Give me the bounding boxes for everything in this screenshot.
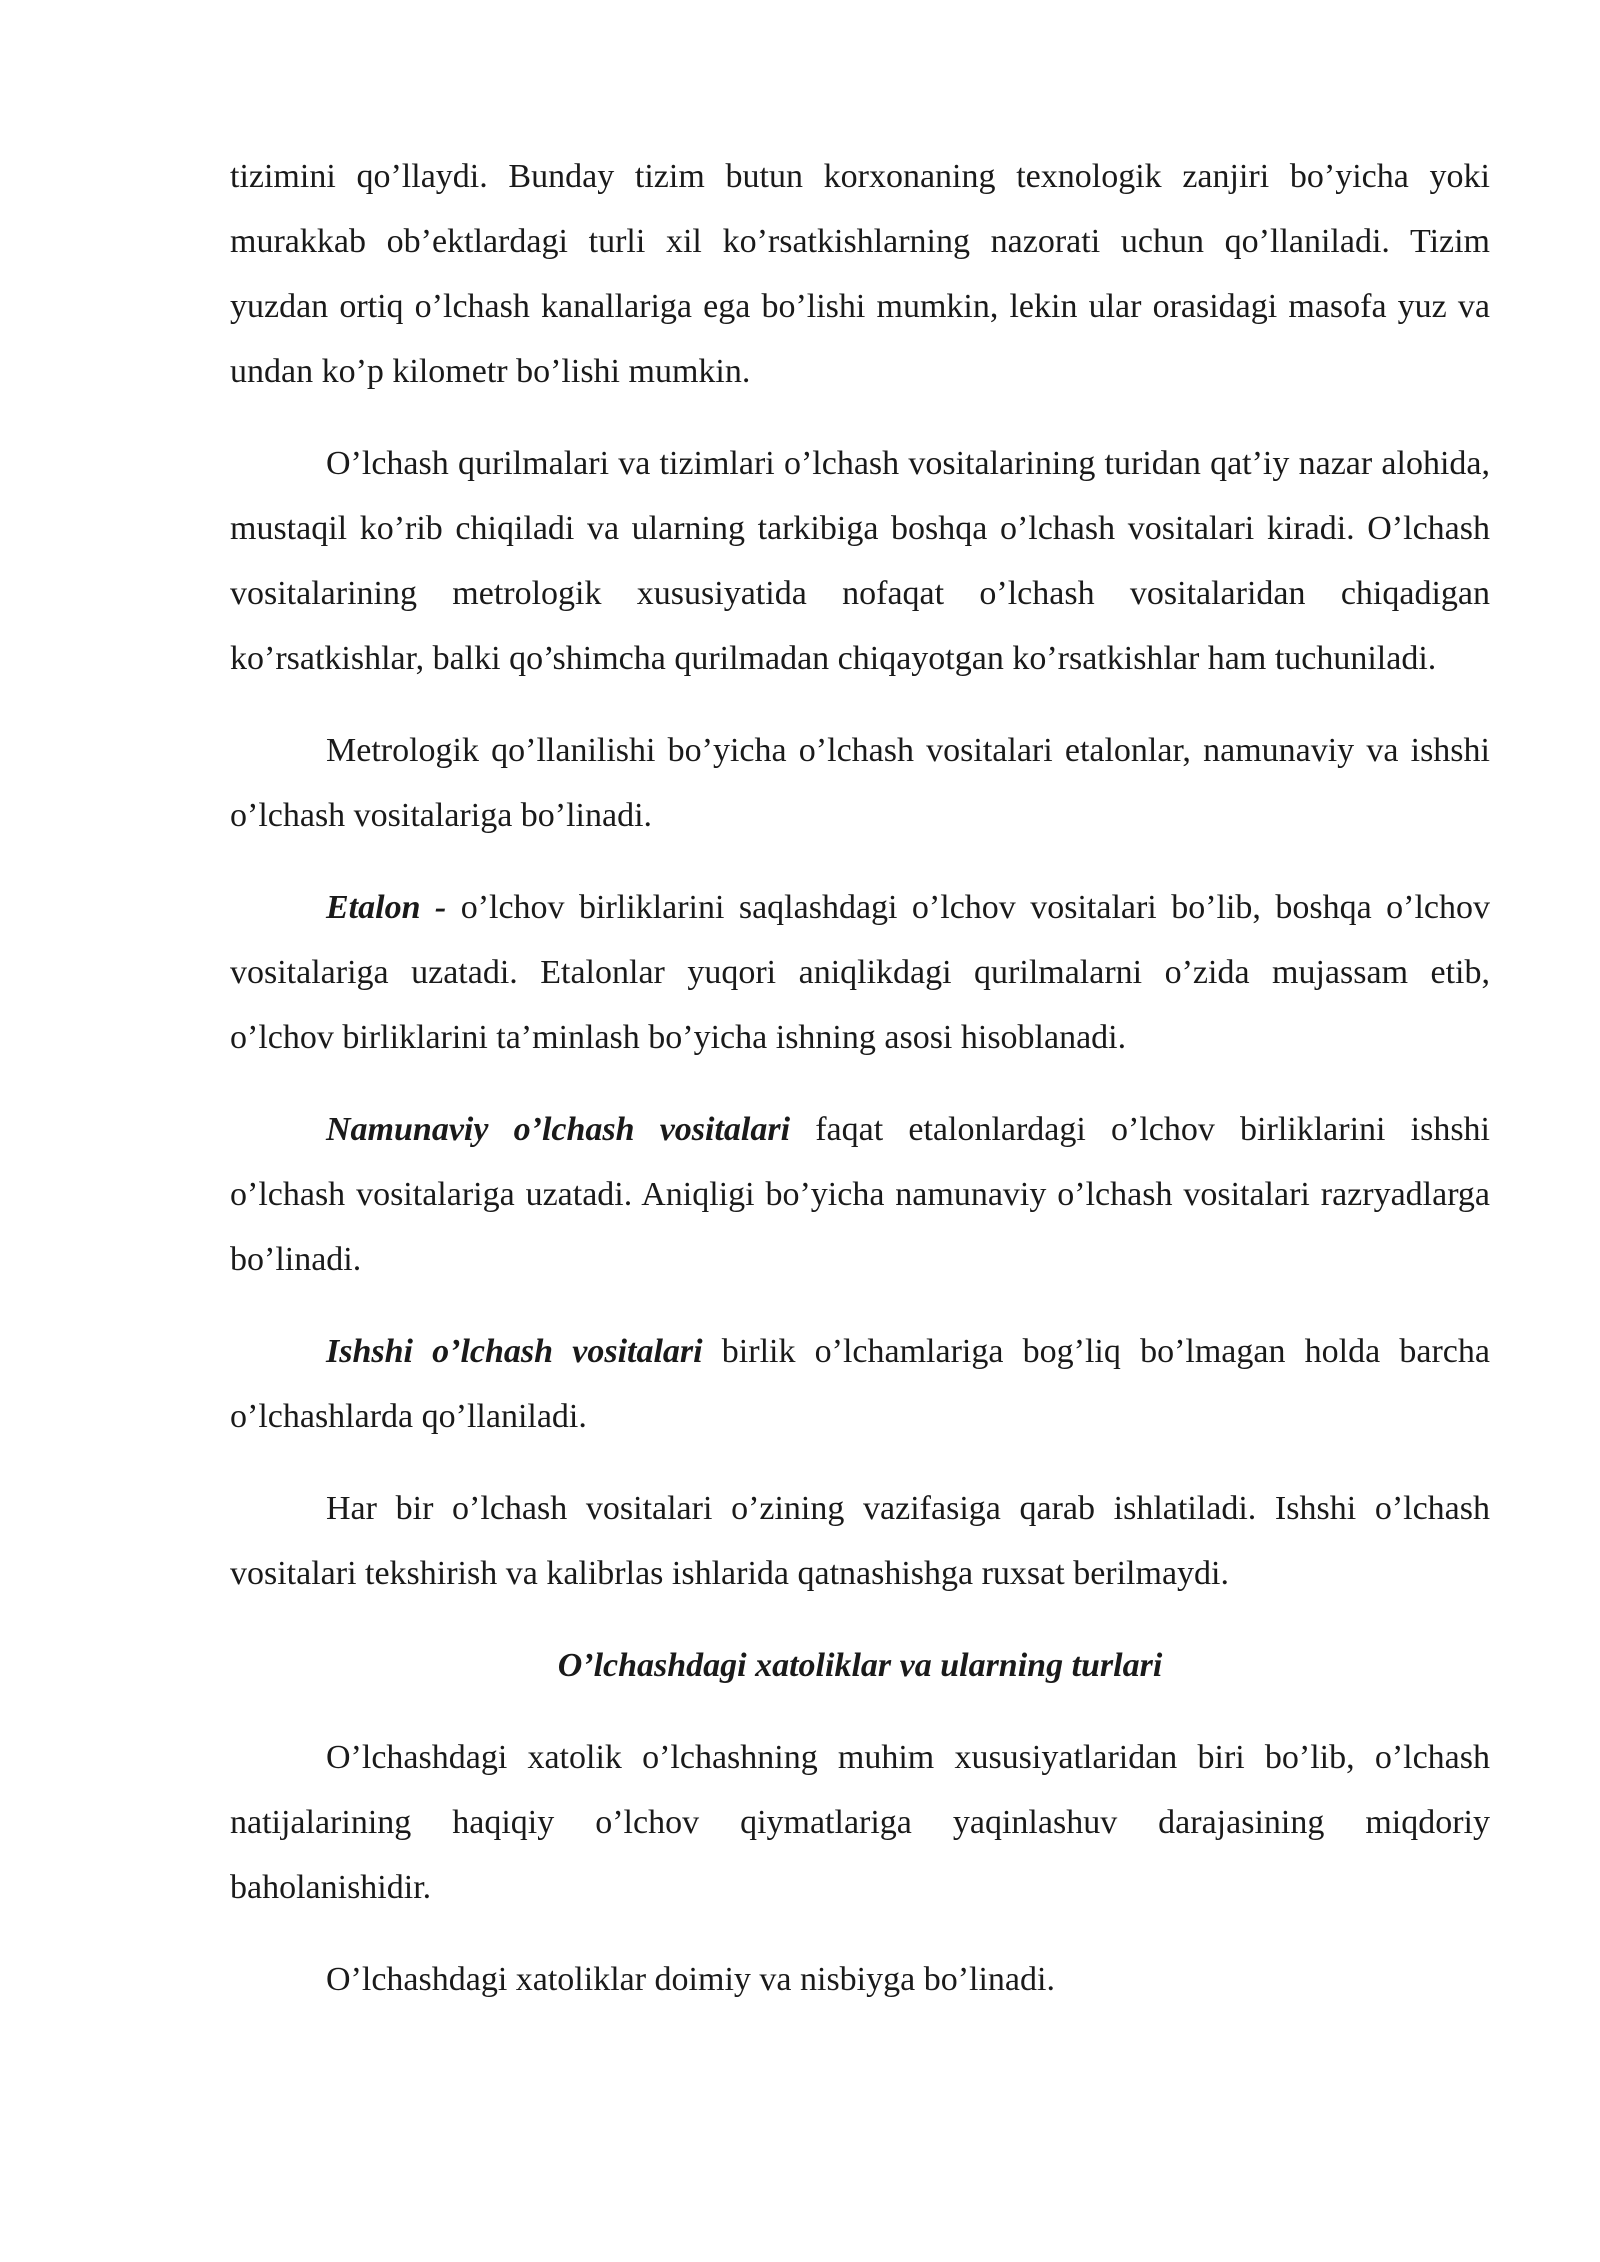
paragraph-metrological-classification: Metrologik qo’llanilishi bo’yicha o’lchash vositalari etalonlar, namunaviy va ishshi o’lchash vositalariga bo’linadi. xyxy=(230,732,1490,834)
section-heading: O’lchashdagi xatoliklar va ularning turlari xyxy=(557,1647,1163,1684)
paragraph-etalon-text: o’lchov birliklarini saqlashdagi o’lchov vositalari bo’lib, boshqa o’lchov vositalariga uzatadi. Etalonlar yuqori aniqlikdagi qurilmalarni o’zida mujassam etib, o’lchov birliklarini ta’minlash bo’yicha ishning asosi hisoblanadi. xyxy=(230,889,1490,1056)
paragraph-working-instruments xyxy=(230,1319,1490,1449)
term-etalon: Etalon - xyxy=(326,889,447,926)
paragraph-etalon xyxy=(230,875,1490,1070)
paragraph-error-types: O’lchashdagi xatoliklar doimiy va nisbiyga bo’linadi. xyxy=(326,1961,1055,1998)
paragraph-measuring-devices: O’lchash qurilmalari va tizimlari o’lchash vositalarining turidan qat’iy nazar alohida, mustaqil ko’rib chiqiladi va ularning tarkibiga boshqa o’lchash vositalari kiradi. O’lchash vositalarining metrologik xususiyatida nofaqat o’lchash vositalaridan chiqadigan ko’rsatkishlar, balki qo’shimcha qurilmadan chiqayotgan ko’rsatkishlar ham tuchuniladi. xyxy=(230,445,1490,677)
paragraph-working-instruments-text: birlik o’lchamlariga bog’liq bo’lmagan holda barcha o’lchashlarda qo’llaniladi. xyxy=(230,1333,1490,1435)
term-sample-instruments: Namunaviy o’lchash vositalari xyxy=(326,1111,791,1148)
paragraph-system-usage: tizimini qo’llaydi. Bunday tizim butun korxonaning texnologik zanjiri bo’yicha yoki murakkab ob’ektlardagi turli xil ko’rsatkishlarning nazorati uchun qo’llaniladi. Tizim yuzdan ortiq o’lchash kanallariga ega bo’lishi mumkin, lekin ular orasidagi masofa yuz va undan ko’p kilometr bo’lishi mumkin. xyxy=(230,158,1490,390)
paragraph-sample-instruments-text: faqat etalonlardagi o’lchov birliklarini ishshi o’lchash vositalariga uzatadi. Aniqligi bo’yicha namunaviy o’lchash vositalari razryadlarga bo’linadi. xyxy=(230,1111,1490,1278)
term-working-instruments: Ishshi o’lchash vositalari xyxy=(326,1333,703,1370)
paragraph-sample-instruments xyxy=(230,1097,1490,1292)
paragraph-instrument-purpose: Har bir o’lchash vositalari o’zining vazifasiga qarab ishlatiladi. Ishshi o’lchash vositalari tekshirish va kalibrlas ishlarida qatnashishga ruxsat berilmaydi. xyxy=(230,1490,1490,1592)
document-page xyxy=(230,144,1490,2039)
paragraph-measurement-error: O’lchashdagi xatolik o’lchashning muhim xususiyatlaridan biri bo’lib, o’lchash natijalarining haqiqiy o’lchov qiymatlariga yaqinlashuv darajasining miqdoriy baholanishidir. xyxy=(230,1739,1490,1906)
